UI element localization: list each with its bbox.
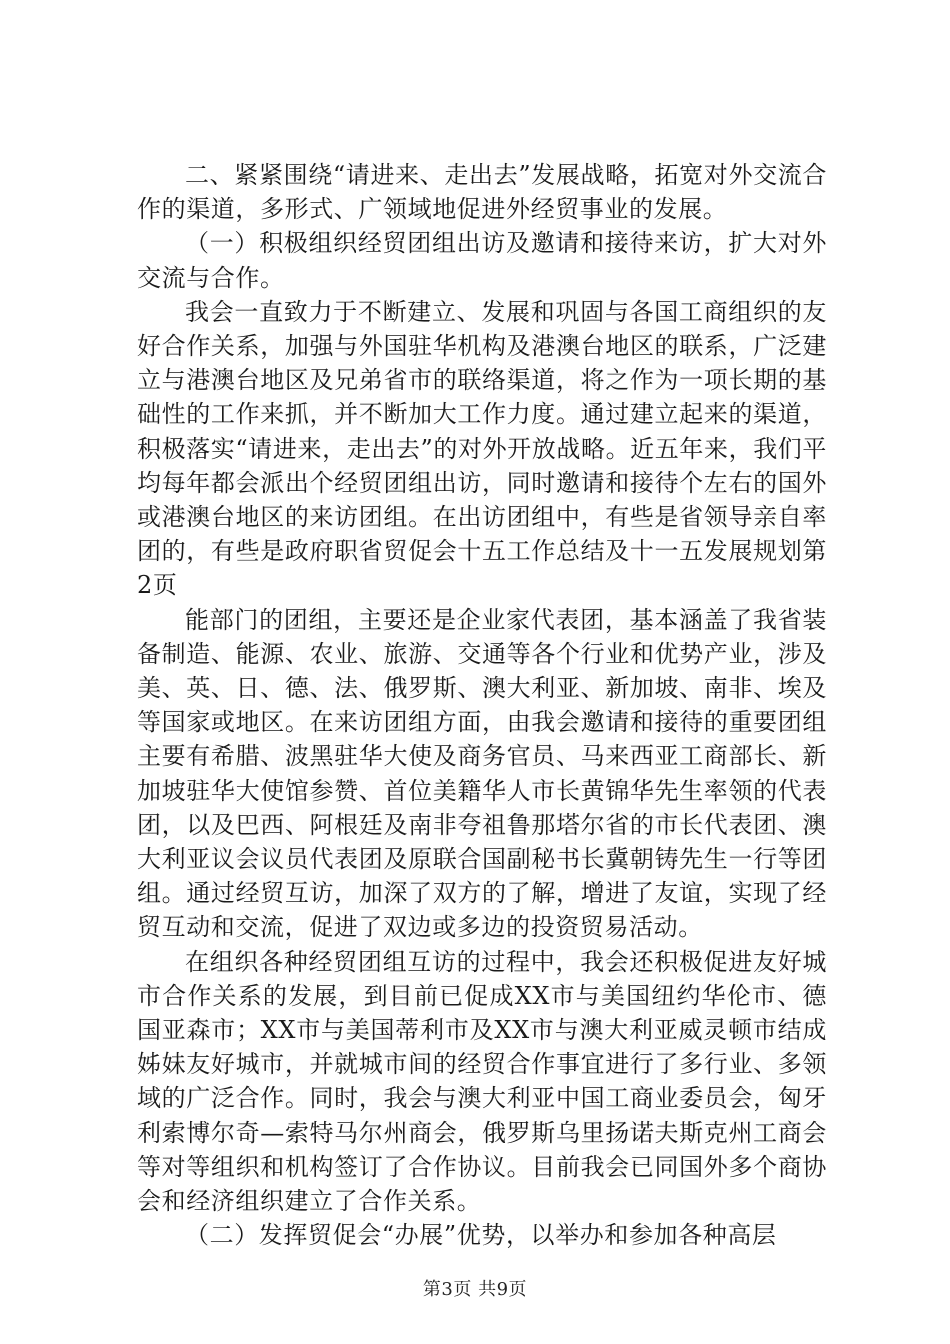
document-body [137,158,827,1253]
page-footer [0,1275,950,1301]
paragraph-body: 我会一直致力于不断建立、发展和巩固与各国工商组织的友好合作关系，加强与外国驻华机构及港澳台地区的联系，广泛建立与港澳台地区及兄弟省市的联络渠道，将之作为一项长期的基础性的工作来抓，并不断加大工作力度。通过建立起来的渠道，积极落实“请进来，走出去”的对外开放战略。近五年来，我们平均每年都会派出个经贸团组出访，同时邀请和接待个左右的国外或港澳台地区的来访团组。在出访团组中，有些是省领导亲自率团的，有些是政府职省贸促会十五工作总结及十一五发展规划第2页 [137,297,827,600]
paragraph-subheading-2: （二）发挥贸促会“办展”优势，以举办和参加各种高层 [185,1221,777,1250]
paragraph-section-heading: 二、紧紧围绕“请进来、走出去”发展战略，拓宽对外交流合作的渠道，多形式、广领域地促进外经贸事业的发展。 [137,161,827,224]
paragraph-subheading-1: （一）积极组织经贸团组出访及邀请和接待来访，扩大对外交流与合作。 [137,229,827,292]
paragraph-body: 在组织各种经贸团组互访的过程中，我会还积极促进友好城市合作关系的发展，到目前已促成XX市与美国纽约华伦市、德国亚森市；XX市与美国蒂利市及XX市与澳大利亚威灵顿市结成姊妹友好城市，并就城市间的经贸合作事宜进行了多行业、多领域的广泛合作。同时，我会与澳大利亚中国工商业委员会，匈牙利索博尔奇—索特马尔州商会，俄罗斯乌里扬诺夫斯克州工商会等对等组织和机构签订了合作协议。目前我会已同国外多个商协会和经济组织建立了合作关系。 [137,947,827,1216]
page-number: 第3页 共9页 [422,1279,528,1300]
paragraph-body: 能部门的团组，主要还是企业家代表团，基本涵盖了我省装备制造、能源、农业、旅游、交通等各个行业和优势产业，涉及美、英、日、德、法、俄罗斯、澳大利亚、新加坡、南非、埃及等国家或地区。在来访团组方面，由我会邀请和接待的重要团组主要有希腊、波黑驻华大使及商务官员、马来西亚工商部长、新加坡驻华大使馆参赞、首位美籍华人市长黄锦华先生率领的代表团，以及巴西、阿根廷及南非夸祖鲁那塔尔省的市长代表团、澳大利亚议会议员代表团及原联合国副秘书长冀朝铸先生一行等团组。通过经贸互访，加深了双方的了解，增进了友谊，实现了经贸互动和交流，促进了双边或多边的投资贸易活动。 [137,605,827,942]
